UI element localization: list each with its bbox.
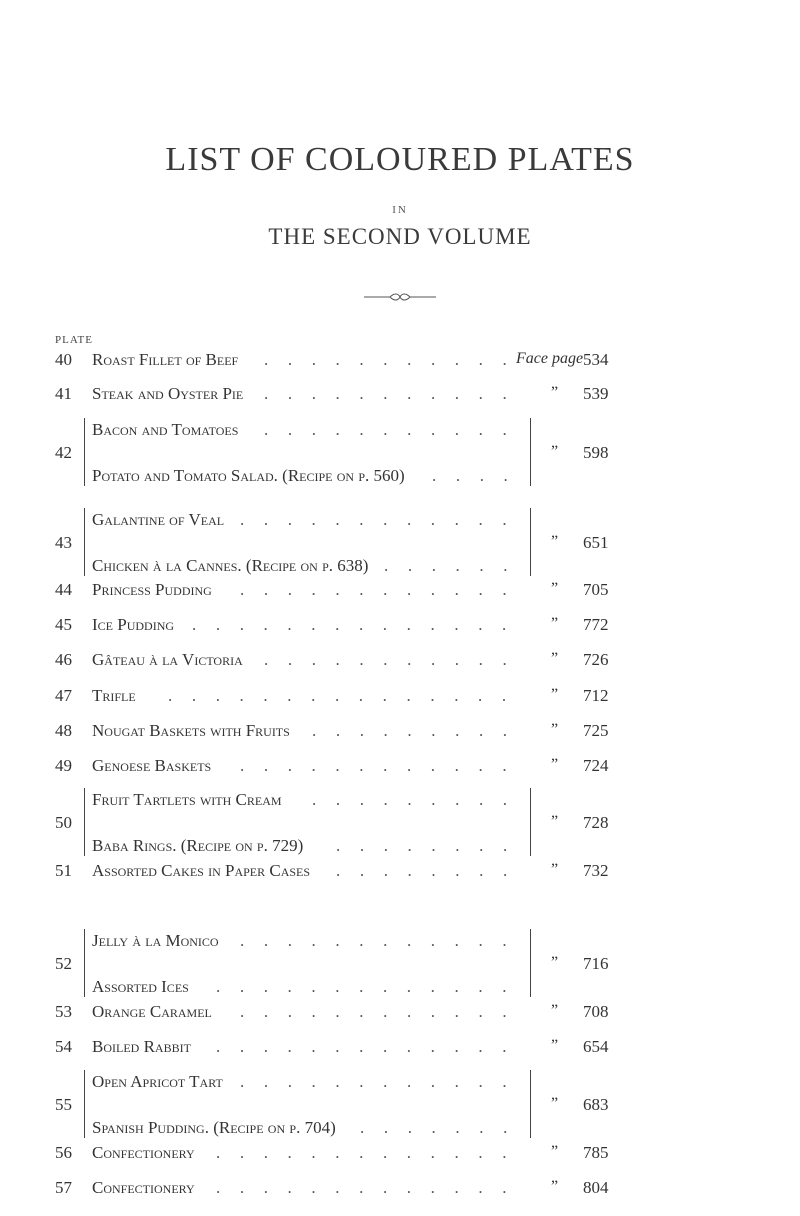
right-brace bbox=[526, 929, 531, 997]
page-number: 728 bbox=[583, 813, 609, 832]
ditto-mark: ” bbox=[551, 756, 559, 773]
left-brace bbox=[84, 508, 91, 576]
plate-title-line bbox=[0, 721, 800, 745]
page-title: LIST OF COLOURED PLATES bbox=[165, 141, 635, 178]
ditto-mark: ” bbox=[551, 580, 559, 597]
leader-dots: ............ bbox=[240, 931, 527, 950]
page-number: 705 bbox=[583, 580, 609, 599]
plate-number: 49 bbox=[55, 756, 72, 775]
page-number: 708 bbox=[583, 1002, 609, 1021]
plate-number: 41 bbox=[55, 384, 72, 403]
plate-title: Spanish Pudding. (Recipe on p. 704) bbox=[92, 1118, 336, 1137]
plate-title: Roast Fillet of Beef bbox=[92, 350, 239, 369]
plate-number: 52 bbox=[55, 954, 72, 973]
leader-dots: .............. bbox=[192, 615, 526, 634]
leader-dots: ........ bbox=[336, 836, 527, 855]
left-brace bbox=[84, 929, 91, 997]
right-brace bbox=[526, 508, 531, 576]
plate-title: Fruit Tartlets with Cream bbox=[92, 790, 282, 809]
page-number: 732 bbox=[583, 861, 609, 880]
page-number: 654 bbox=[583, 1037, 609, 1056]
volume-subtitle: THE SECOND VOLUME bbox=[268, 224, 532, 249]
plate-number: 46 bbox=[55, 650, 72, 669]
plate-title-line bbox=[0, 1178, 800, 1202]
plate-number: 50 bbox=[55, 813, 72, 832]
ditto-mark: ” bbox=[551, 813, 559, 830]
face-page-label: Face page bbox=[516, 350, 584, 367]
leader-dots: ............... bbox=[168, 686, 526, 705]
page-number: 683 bbox=[583, 1095, 609, 1114]
leader-dots: ........... bbox=[264, 420, 527, 439]
plate-number: 53 bbox=[55, 1002, 72, 1021]
plate-title-line bbox=[0, 466, 800, 490]
plate-title: Ice Pudding bbox=[92, 615, 175, 634]
leader-dots: ............. bbox=[216, 977, 527, 996]
plate-number: 45 bbox=[55, 615, 72, 634]
plate-title: Genoese Baskets bbox=[92, 756, 212, 775]
page-number: 726 bbox=[583, 650, 609, 669]
right-brace bbox=[526, 418, 531, 486]
page-number: 712 bbox=[583, 686, 609, 705]
ornament-divider bbox=[360, 292, 440, 302]
plate-title-line bbox=[0, 790, 800, 814]
plate-title-line bbox=[0, 931, 800, 955]
plate-title-line bbox=[0, 1118, 800, 1142]
plate-title: Assorted Cakes in Paper Cases bbox=[92, 861, 311, 880]
ditto-mark: ” bbox=[551, 384, 559, 401]
leader-dots: ............. bbox=[216, 1178, 527, 1197]
ditto-mark: ” bbox=[551, 443, 559, 460]
plate-title: Baba Rings. (Recipe on p. 729) bbox=[92, 836, 304, 855]
plate-row bbox=[0, 533, 800, 557]
plate-number: 57 bbox=[55, 1178, 72, 1197]
plate-title: Princess Pudding bbox=[92, 580, 212, 599]
page-number: 651 bbox=[583, 533, 609, 552]
ditto-mark: ” bbox=[551, 1143, 559, 1160]
plate-title-line bbox=[0, 510, 800, 534]
plate-title-line bbox=[0, 384, 800, 408]
ditto-mark: ” bbox=[551, 1037, 559, 1054]
page-number: 598 bbox=[583, 443, 609, 462]
ditto-mark: ” bbox=[551, 615, 559, 632]
page-number: 724 bbox=[583, 756, 609, 775]
leader-dots: ........... bbox=[264, 650, 527, 669]
ditto-mark: ” bbox=[551, 861, 559, 878]
plate-number: 54 bbox=[55, 1037, 72, 1056]
plate-row bbox=[0, 813, 800, 837]
page-number: 725 bbox=[583, 721, 609, 740]
page-number: 785 bbox=[583, 1143, 609, 1162]
plate-title-line bbox=[0, 756, 800, 780]
leader-dots: ........... bbox=[264, 350, 527, 369]
plate-number: 43 bbox=[55, 533, 72, 552]
plate-title-line bbox=[0, 556, 800, 580]
plate-title-line bbox=[0, 1037, 800, 1061]
plate-number: 40 bbox=[55, 350, 72, 369]
ditto-mark: ” bbox=[551, 533, 559, 550]
leader-dots: ......... bbox=[312, 721, 527, 740]
plate-title-line bbox=[0, 420, 800, 444]
ditto-mark: ” bbox=[551, 650, 559, 667]
left-brace bbox=[84, 788, 91, 856]
plate-title: Potato and Tomato Salad. (Recipe on p. 560) bbox=[92, 466, 405, 485]
plate-title: Galantine of Veal bbox=[92, 510, 225, 529]
right-brace bbox=[526, 1070, 531, 1138]
leader-dots: ............ bbox=[240, 756, 527, 775]
plate-title-line bbox=[0, 580, 800, 604]
page-number: 539 bbox=[583, 384, 609, 403]
plate-number: 56 bbox=[55, 1143, 72, 1162]
plate-title-line bbox=[0, 977, 800, 1001]
plate-title: Jelly à la Monico bbox=[92, 931, 219, 950]
ditto-mark: ” bbox=[551, 1178, 559, 1195]
plate-title-line bbox=[0, 861, 800, 885]
plate-title-line bbox=[0, 1072, 800, 1096]
plate-number: 44 bbox=[55, 580, 72, 599]
in-label: IN bbox=[392, 204, 408, 216]
plate-title-line bbox=[0, 650, 800, 674]
leader-dots: ........ bbox=[336, 861, 527, 880]
plate-title: Trifle bbox=[92, 686, 136, 705]
plate-row bbox=[0, 443, 800, 467]
leader-dots: ....... bbox=[360, 1118, 527, 1137]
page-number: 716 bbox=[583, 954, 609, 973]
plate-title: Nougat Baskets with Fruits bbox=[92, 721, 290, 740]
plate-title: Gâteau à la Victoria bbox=[92, 650, 243, 669]
ditto-mark: ” bbox=[551, 686, 559, 703]
ditto-mark: ” bbox=[551, 1095, 559, 1112]
plate-title-line bbox=[0, 615, 800, 639]
plate-number: 51 bbox=[55, 861, 72, 880]
plate-title: Confectionery bbox=[92, 1178, 195, 1197]
plate-title: Confectionery bbox=[92, 1143, 195, 1162]
page-number: 534 bbox=[583, 350, 609, 369]
plate-title: Chicken à la Cannes. (Recipe on p. 638) bbox=[92, 556, 369, 575]
ditto-mark: ” bbox=[551, 954, 559, 971]
leader-dots: ...... bbox=[384, 556, 528, 575]
leader-dots: ............ bbox=[240, 580, 527, 599]
plate-title: Assorted Ices bbox=[92, 977, 189, 996]
ditto-mark: ” bbox=[551, 721, 559, 738]
plate-number: 48 bbox=[55, 721, 72, 740]
ditto-mark: ” bbox=[551, 1002, 559, 1019]
plate-number: 42 bbox=[55, 443, 72, 462]
plate-title: Orange Caramel bbox=[92, 1002, 212, 1021]
plate-title-line bbox=[0, 686, 800, 710]
plate-column-header: PLATE bbox=[55, 334, 93, 346]
plate-title: Bacon and Tomatoes bbox=[92, 420, 239, 439]
right-brace bbox=[526, 788, 531, 856]
leader-dots: ............ bbox=[240, 1002, 527, 1021]
plate-title-line bbox=[0, 1143, 800, 1167]
leader-dots: ........... bbox=[264, 384, 527, 403]
plate-number: 47 bbox=[55, 686, 72, 705]
page-number: 804 bbox=[583, 1178, 609, 1197]
leader-dots: ............ bbox=[240, 1072, 527, 1091]
plate-row bbox=[0, 954, 800, 978]
plate-title: Boiled Rabbit bbox=[92, 1037, 191, 1056]
leader-dots: ............ bbox=[240, 510, 527, 529]
plate-title-line bbox=[0, 836, 800, 860]
leader-dots: ............. bbox=[216, 1037, 527, 1056]
leader-dots: .... bbox=[432, 466, 528, 485]
leader-dots: ......... bbox=[312, 790, 527, 809]
left-brace bbox=[84, 418, 91, 486]
left-brace bbox=[84, 1070, 91, 1138]
plate-title: Open Apricot Tart bbox=[92, 1072, 223, 1091]
plate-number: 55 bbox=[55, 1095, 72, 1114]
leader-dots: ............. bbox=[216, 1143, 527, 1162]
plate-title-line bbox=[0, 1002, 800, 1026]
plate-title-line bbox=[0, 350, 800, 374]
page-number: 772 bbox=[583, 615, 609, 634]
plate-row bbox=[0, 1095, 800, 1119]
plate-title: Steak and Oyster Pie bbox=[92, 384, 244, 403]
